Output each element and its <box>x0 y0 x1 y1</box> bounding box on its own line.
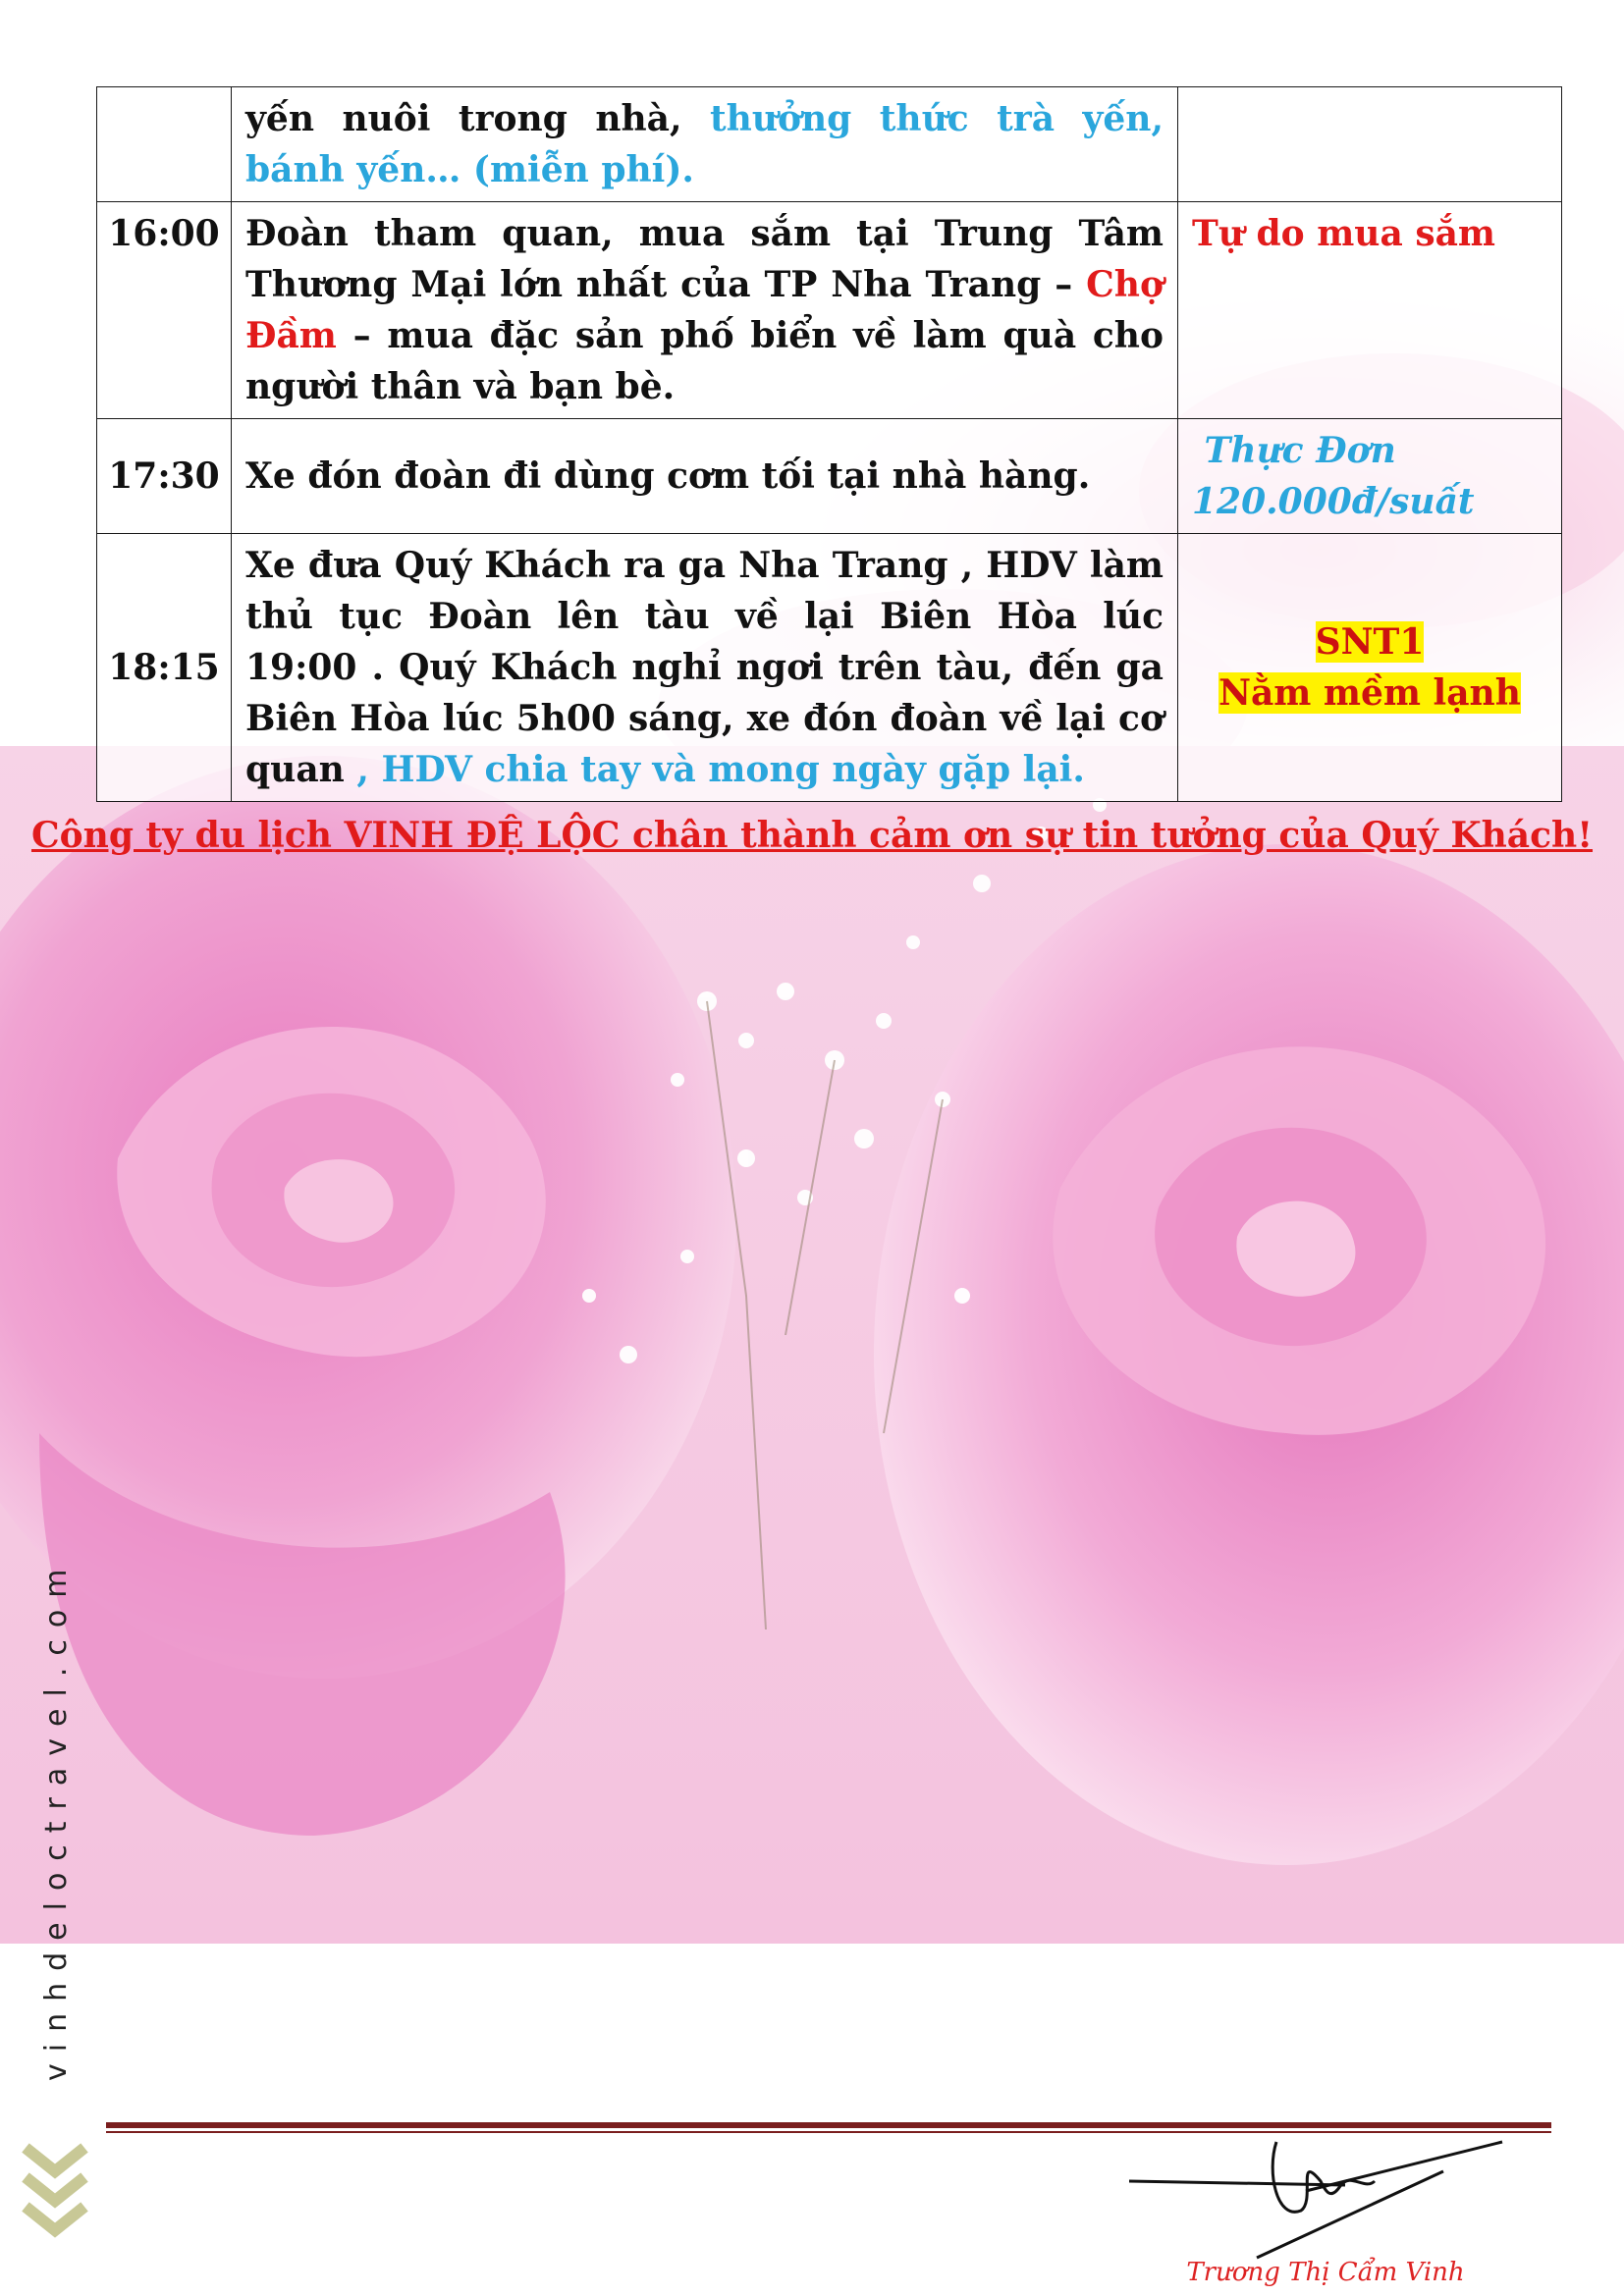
description-cell <box>232 202 1178 419</box>
description-text: Xe đưa Quý Khách ra ga Nha Trang , HDV làm thủ tục Đoàn lên tàu về lại Biên Hòa lúc 19:00 . Quý Khách nghỉ ngơi trên tàu, đến ga Biên Hòa lúc 5h00 sáng, xe đón đoàn về lại cơ quan <box>245 545 1164 790</box>
note-cell <box>1178 87 1562 202</box>
market-name: Chợ Đầm <box>245 264 1164 356</box>
description-cell <box>232 419 1178 534</box>
website-url: vinhdeloctravel.com <box>39 1557 74 2081</box>
description-text: yến nuôi trong nhà, <box>245 98 710 139</box>
time-cell: 18:15 <box>97 534 232 802</box>
table-row <box>97 87 1562 202</box>
background-roses <box>0 746 1624 1944</box>
description-text: Xe đón đoàn đi dùng cơm tối tại nhà hàng. <box>245 455 1091 497</box>
signature <box>1129 2132 1522 2269</box>
description-cell <box>232 534 1178 802</box>
note-cell: Tự do mua sắm <box>1178 202 1562 419</box>
time-cell <box>97 87 232 202</box>
description-cell <box>232 87 1178 202</box>
description-text: – mua đặc sản phố biển về làm quà cho người thân và bạn bè. <box>245 315 1164 407</box>
menu-price: 120.000đ/suất <box>1192 481 1475 522</box>
table-row <box>97 419 1562 534</box>
itinerary-table <box>96 86 1561 802</box>
thank-you-message: Công ty du lịch VINH ĐỆ LỘC chân thành cảm ơn sự tin tưởng của Quý Khách! <box>30 815 1594 856</box>
footer-divider <box>106 2122 1551 2128</box>
description-highlight: thưởng thức trà yến, bánh yến… (miễn phí). <box>245 98 1164 190</box>
chevron-down-icon <box>20 2142 90 2240</box>
menu-label: Thực Đơn <box>1204 430 1396 471</box>
note-cell <box>1178 419 1562 534</box>
time-cell: 17:30 <box>97 419 232 534</box>
table-row <box>97 534 1562 802</box>
berth-type: Nằm mềm lạnh <box>1218 672 1521 714</box>
description-text: Đoàn tham quan, mua sắm tại Trung Tâm Thương Mại lớn nhất của TP Nha Trang – <box>245 213 1164 305</box>
note-cell <box>1178 534 1562 802</box>
signature-name: Trương Thị Cẩm Vinh <box>1186 2258 1465 2287</box>
train-code: SNT1 <box>1315 621 1425 663</box>
table-row <box>97 202 1562 419</box>
time-cell: 16:00 <box>97 202 232 419</box>
description-highlight: , HDV chia tay và mong ngày gặp lại. <box>356 749 1085 790</box>
